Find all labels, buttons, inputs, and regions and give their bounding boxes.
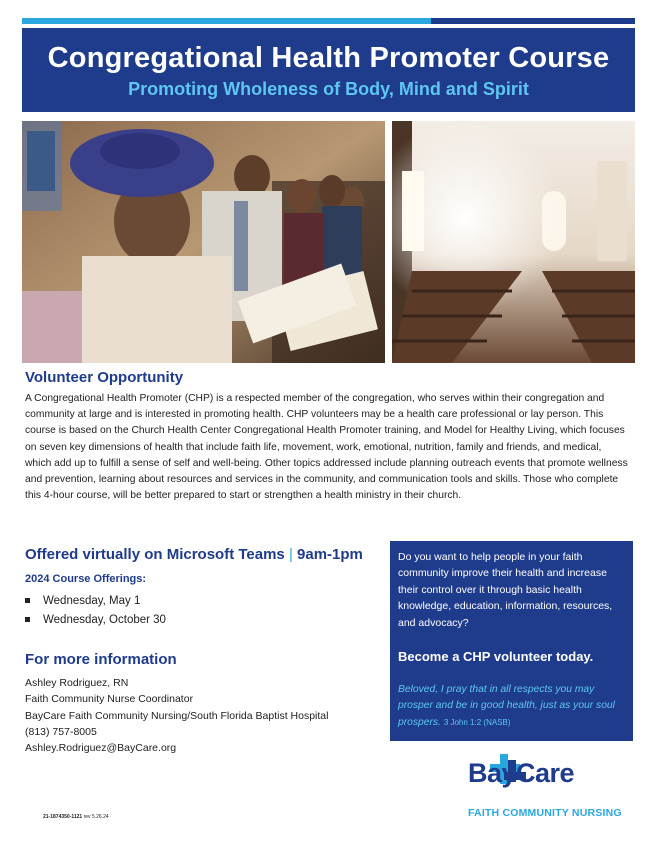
page-title: Congregational Health Promoter Course xyxy=(47,42,610,74)
contact-email[interactable]: Ashley.Rodriguez@BayCare.org xyxy=(25,742,177,755)
verse-reference: 3 John 1:2 (NASB) xyxy=(443,717,511,727)
offerings-heading: 2024 Course Offerings: xyxy=(25,573,147,585)
congregation-photo xyxy=(22,121,385,363)
callout-verse: Beloved, I pray that in all respects you may prosper and be in good health, just as your soul prospers. 3 John 1:2 (NASB) xyxy=(398,684,615,728)
bullet-icon xyxy=(25,617,30,622)
callout-cta: Become a CHP volunteer today. xyxy=(398,649,594,665)
church-interior-photo xyxy=(392,121,635,363)
accent-bar-dark xyxy=(431,18,635,24)
top-accent-bar xyxy=(22,18,635,24)
form-code: 21-1874350-1121 rev 5.26.24 xyxy=(43,814,109,820)
list-item: Wednesday, October 30 xyxy=(25,610,166,629)
offered-separator: | xyxy=(288,546,293,563)
bullet-icon xyxy=(25,598,30,603)
brand-tagline: FAITH COMMUNITY NURSING xyxy=(468,807,622,819)
contact-heading: For more information xyxy=(25,651,177,668)
volunteer-body: A Congregational Health Promoter (CHP) is a respected member of the congregation, who serves within their congregation and community at large and is interested in promoting health. CHP volunteers may be a health care professional or lay person. This course is based on the Church Health Center Congregational Health Promoter training, and Model for Healthy Living, which focuses on seven key dimensions of health that include faith life, movement, work, emotional, nutrition, family and friends, and medical, which add up to fulfill a sense of self and well-being. Other topics addressed include planning outreach events that promote wellness and prevention, learning about resources and services in the community, and communication tools and skills. Those who complete this 4-hour course, will be better prepared to start or strengthen a health ministry in their church. xyxy=(25,393,628,502)
accent-bar-light xyxy=(22,18,431,24)
title-banner xyxy=(22,28,635,112)
contact-role: Faith Community Nurse Coordinator xyxy=(25,693,194,706)
offered-heading xyxy=(25,546,363,563)
contact-phone[interactable]: (813) 757-8005 xyxy=(25,725,97,738)
brand-logo-text: BayCare xyxy=(468,758,575,788)
volunteer-heading: Volunteer Opportunity xyxy=(25,369,184,386)
callout-box xyxy=(390,541,633,741)
contact-name: Ashley Rodriguez, RN xyxy=(25,677,129,689)
page-subtitle: Promoting Wholeness of Body, Mind and Spirit xyxy=(128,79,529,99)
offered-label: Offered virtually on Microsoft Teams xyxy=(25,546,285,563)
callout-question: Do you want to help people in your faith community improve their health and increase their control over it through basic health knowledge, education, information, resources, and advocacy? xyxy=(398,551,613,629)
contact-organization: BayCare Faith Community Nursing/South Florida Baptist Hospital xyxy=(25,709,329,722)
offered-time: 9am-1pm xyxy=(297,546,363,563)
contact-block xyxy=(25,675,328,756)
list-item: Wednesday, May 1 xyxy=(25,591,166,610)
course-dates-list xyxy=(25,591,166,629)
